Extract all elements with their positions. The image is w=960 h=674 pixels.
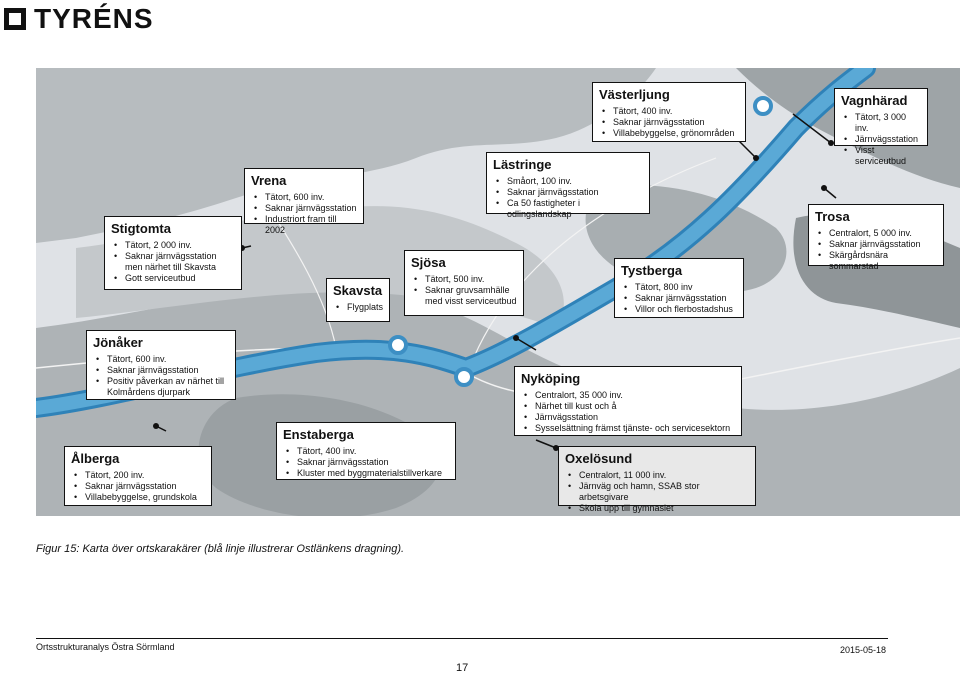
- place-name: Västerljung: [599, 87, 670, 102]
- place-bullet: • Centralort, 5 000 inv.: [829, 228, 937, 239]
- figure-caption: Figur 15: Karta över ortskarakärer (blå linje illustrerar Ostlänkens dragning).: [36, 543, 405, 555]
- place-box-lastringe[interactable]: [486, 152, 650, 219]
- place-bullet: • Saknar järnvägsstation: [613, 117, 739, 128]
- place-bullet: • Industriort fram till 2002: [265, 214, 357, 236]
- footer-date: 2015-05-18: [839, 645, 886, 655]
- place-bullet: • Kluster med byggmaterialstillverkare: [297, 468, 449, 479]
- place-bullet: • Saknar järnvägsstation: [297, 457, 449, 468]
- place-bullet: • Järnvägsstation: [535, 412, 735, 423]
- place-bullet: • Saknar järnvägsstation: [107, 365, 229, 376]
- place-name: Jönåker: [93, 335, 143, 350]
- tyrens-logo: [4, 4, 154, 34]
- page-number: 17: [456, 662, 469, 674]
- place-name: Lästringe: [493, 157, 552, 172]
- place-bullet: • Sysselsättning främst tjänste- och servicesektorn: [535, 423, 735, 434]
- place-box-nykoping[interactable]: [514, 366, 742, 436]
- map[interactable]: [36, 68, 960, 516]
- place-box-vagnharad[interactable]: [834, 88, 928, 166]
- place-bullet: • Skola upp till gymnasiet: [579, 503, 749, 514]
- station-marker-vagnharad[interactable]: [755, 98, 771, 114]
- place-bullet: • Saknar järnvägsstation men närhet till Skavsta: [125, 251, 235, 273]
- place-bullet: • Tätort, 600 inv.: [107, 354, 229, 365]
- place-name: Skavsta: [333, 283, 383, 298]
- place-bullet: • Tätort, 500 inv.: [425, 274, 517, 285]
- place-name: Sjösa: [411, 255, 446, 270]
- place-bullet: • Flygplats: [347, 302, 383, 313]
- place-box-vrena[interactable]: [244, 168, 364, 235]
- place-bullet: • Saknar järnvägsstation: [85, 481, 205, 492]
- place-bullet: • Positiv påverkan av närhet till Kolmårdens djurpark: [107, 376, 229, 398]
- place-box-stigtomta[interactable]: [104, 216, 242, 290]
- place-bullet: • Tätort, 600 inv.: [265, 192, 357, 203]
- place-box-sjosa[interactable]: [404, 250, 524, 316]
- place-bullet: • Tätort, 400 inv.: [613, 106, 739, 117]
- footer-document-title: Ortsstrukturanalys Östra Sörmland: [36, 642, 175, 652]
- place-bullet: • Centralort, 35 000 inv.: [535, 390, 735, 401]
- place-bullet: • Tätort, 2 000 inv.: [125, 240, 235, 251]
- place-name: Ålberga: [71, 451, 120, 466]
- place-bullet: • Saknar järnvägsstation: [829, 239, 937, 250]
- place-box-vasterljung[interactable]: [592, 82, 746, 142]
- place-name: Stigtomta: [111, 221, 171, 236]
- footer-divider: [36, 638, 888, 639]
- station-marker-skavsta[interactable]: [390, 337, 406, 353]
- place-name: Trosa: [815, 209, 850, 224]
- place-box-alberga[interactable]: [64, 446, 212, 506]
- place-bullet: • Järnväg och hamn, SSAB stor arbetsgivare: [579, 481, 749, 503]
- place-bullet: • Saknar gruvsamhälle med visst serviceutbud: [425, 285, 517, 307]
- place-bullet: • Närhet till kust och å: [535, 401, 735, 412]
- place-bullet: • Gott serviceutbud: [125, 273, 235, 284]
- logo-text: TYRÉNS: [34, 3, 154, 34]
- place-bullet: • Saknar järnvägsstation: [265, 203, 357, 214]
- place-name: Enstaberga: [283, 427, 354, 442]
- place-name: Tystberga: [621, 263, 683, 278]
- place-bullet: • Centralort, 11 000 inv.: [579, 470, 749, 481]
- place-bullet: • Ca 50 fastigheter i odlingslandskap: [507, 198, 643, 220]
- place-box-trosa[interactable]: [808, 204, 944, 271]
- place-bullet: • Tätort, 800 inv: [635, 282, 737, 293]
- place-bullet: • Tätort, 400 inv.: [297, 446, 449, 457]
- place-bullet: • Saknar järnvägsstation: [507, 187, 643, 198]
- place-bullet: • Villor och flerbostadshus: [635, 304, 737, 315]
- logo-mark-icon: [4, 8, 26, 30]
- place-bullet: • Villabebyggelse, grönområden: [613, 128, 739, 139]
- place-box-skavsta[interactable]: [326, 278, 390, 322]
- place-bullet: • Småort, 100 inv.: [507, 176, 643, 187]
- place-box-tystberga[interactable]: [614, 258, 744, 318]
- place-bullet: • Tätort, 200 inv.: [85, 470, 205, 481]
- place-name: Oxelösund: [565, 451, 633, 466]
- place-bullet: • Saknar järnvägsstation: [635, 293, 737, 304]
- place-name: Vrena: [251, 173, 287, 188]
- place-bullet: • Järnvägsstation: [855, 134, 921, 145]
- place-bullet: • Skärgårdsnära sommarstad: [829, 250, 937, 272]
- place-box-enstaberga[interactable]: [276, 422, 456, 480]
- place-box-oxelosund[interactable]: [558, 446, 756, 513]
- place-name: Vagnhärad: [841, 93, 908, 108]
- place-bullet: • Villabebyggelse, grundskola: [85, 492, 205, 503]
- place-box-jonaker[interactable]: [86, 330, 236, 400]
- station-marker-nykoping[interactable]: [456, 369, 472, 385]
- place-name: Nyköping: [521, 371, 581, 386]
- place-bullet: • Visst serviceutbud: [855, 145, 921, 167]
- place-bullet: • Tätort, 3 000 inv.: [855, 112, 921, 134]
